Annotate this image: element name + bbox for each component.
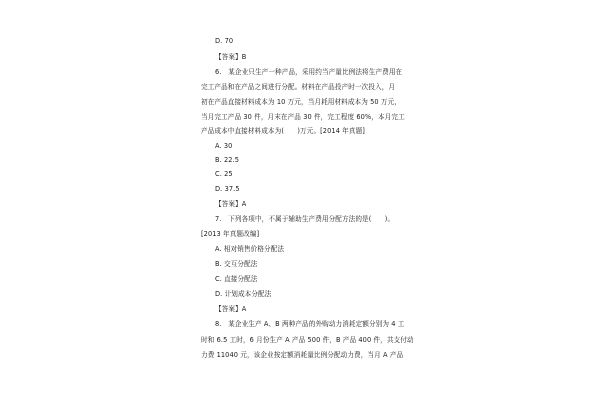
option-a-q6: A. 30 xyxy=(215,142,233,150)
question-7-line-1: 7. 下列各项中，不属于辅助生产费用分配方法的是( )。 xyxy=(215,215,395,223)
question-6-line-5: 产品成本中直接材料成本为( )万元。[2014 年真题] xyxy=(201,127,365,135)
option-b-q7: B. 交互分配法 xyxy=(215,260,258,268)
question-6-line-1: 6. 某企业只生产一种产品，采用约当产量比例法将生产费用在 xyxy=(215,68,403,76)
option-d-q5: D. 70 xyxy=(215,37,234,45)
answer-q6: 【答案】A xyxy=(215,200,247,208)
option-d-q7: D. 计划成本分配法 xyxy=(215,290,272,298)
question-8-line-1: 8. 某企业生产 A、B 两种产品的外购动力消耗定额分别为 4 工 xyxy=(215,320,405,328)
question-6-line-4: 当月完工产品 30 件，月末在产品 30 件，完工程度 60%，本月完工 xyxy=(201,113,405,121)
option-c-q7: C. 直接分配法 xyxy=(215,275,258,283)
option-b-q6: B. 22.5 xyxy=(215,156,240,164)
question-6-line-2: 完工产品和在产品之间进行分配。材料在产品投产时一次投入，月 xyxy=(201,83,396,91)
answer-q5: 【答案】B xyxy=(215,53,247,61)
question-6-line-3: 初在产品直接材料成本为 10 万元，当月耗用材料成本为 50 万元， xyxy=(201,98,402,106)
option-a-q7: A. 相对销售价格分配法 xyxy=(215,245,285,253)
question-7-line-2: [2013 年真题改编] xyxy=(201,230,260,238)
option-c-q6: C. 25 xyxy=(215,170,233,178)
question-8-line-3: 力费 11040 元，该企业按定额消耗量比例分配动力费，当月 A 产品 xyxy=(201,351,404,359)
question-8-line-2: 时和 6.5 工时，6 月份生产 A 产品 500 件，B 产品 400 件，共支付动 xyxy=(201,336,414,344)
answer-q7: 【答案】A xyxy=(215,305,247,313)
option-d-q6: D. 37.5 xyxy=(215,185,240,193)
